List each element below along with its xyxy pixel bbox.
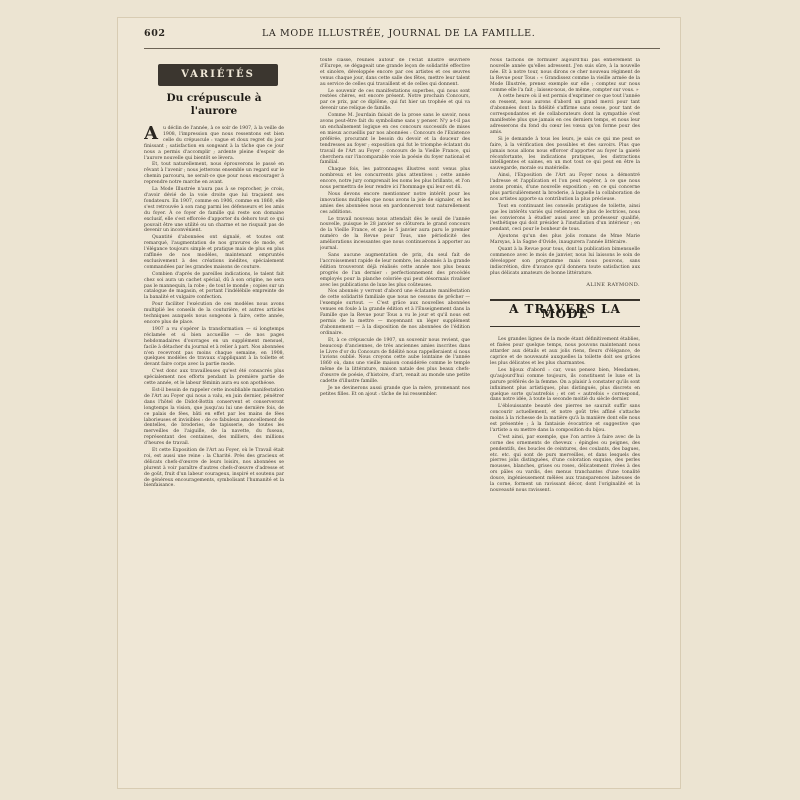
column-1 xyxy=(144,58,284,773)
article-paragraph: Si je demande à tous les leurs, je sais ce qui me peut se faire, à la vérification des possibles et des savoirs. Plus que jamais nous allons nous efforcer d'apporter au foyer la gaieté réconfortante, les indications pratiques, les distractions intelligentes et saines, en un mot tout ce qui peut en être la sauvegarde, morale ou matérielle. xyxy=(490,136,640,172)
article-paragraph: Ainsi, l'Exposition de l'Art au Foyer nous a démontré l'adresse et l'application et l'on peut espérer, à ce que nous avons promis, d'une nouvelle exposition ; en ce qui concerne plus particulièrement la broderie, à laquelle la collaboration de nos artistes apporte sa contribution la plus précieuse. xyxy=(490,173,640,202)
article-paragraph: Et, tout naturellement, nous éprouverons le passé en rêvant à l'avenir ; nous jetterons ensemble un regard sur le chemin parcouru, ne serait-ce que pour nous encourager à reprendre notre marche en avant. xyxy=(144,162,284,186)
column-3 xyxy=(490,58,640,495)
title-underline xyxy=(490,326,640,327)
page-header xyxy=(144,28,660,44)
article-paragraph: Les grandes lignes de la mode étant définitivement établies, et fixées pour quelque temps, nous pouvons maintenant nous attarder aux détails et aux jolis riens, fleurs d'élégance, de caprice et de nouveauté auxquelles la toilette doit ses grâces les plus délicates et les plus charmantes. xyxy=(490,337,640,366)
article-paragraph: Est-il besoin de rappeler cette inoubliable manifestation de l'Art au Foyer qui nous a valu, en juin dernier, pénétrer dans l'hôtel de Didot-Bottin conservent et conserveront longtemps la vision, que jusqu'au lui une dernière fois, de ce palais de fées, bâti en effet par les mains de fées laborieuses et invisibles : de ce fabuleux amoncellement de dentelles, de broderies, de tapisserie, de toutes les merveilles de l'aiguille, de la navette, du fuseau, représentant des centaines, des milliers, des millions d'heures de travail. xyxy=(144,387,284,447)
section-separator xyxy=(490,299,640,301)
article-paragraph: Quant à la Revue pour tous, dont la publication bimensuelle commence avec le mois de janvier, nous lui laissons le soin de développer son programme mais nous pouvons, sans indiscrétion, dire d'avance qu'il donnera toute satisfaction aux plus délicats amateurs de bonne littérature. xyxy=(490,247,640,276)
article-paragraph: Les bijoux d'abord : car, vous pensez bien, Mesdames, qu'aujourd'hui comme toujours, ils constituent le luxe et la parure préférés de la femme. On a plaisir à constater qu'ils sont infiniment plus artistiques, plus distingués, plus discrets en quelque sorte qu'autrefois ; et cet « autrefois » correspond, dans notre idée, à toute la seconde moitié du siècle dernier. xyxy=(490,367,640,403)
article-paragraph: Et, à ce crépuscule de 1907, un souvenir nous revient, que beaucoup d'anciennes, de très anciennes amies inscrites dans le Livre d'or du Concours de fidélité nous rappelleraient si nous l'avions oublié. Nous croyons cette aube lointaine de l'année 1860 où, dans une vieille maison considérée comme le temple même de la littérature, maison natale des plus beaux chefs-d'œuvre de poésie, d'histoire, d'art, venait au monde une petite cadette d'illustre famille. xyxy=(320,337,470,385)
article-paragraph: Et cette Exposition de l'Art au Foyer, où le Travail était roi, est aussi une reine : la Charité. Près des gracieux et délicats chefs-d'œuvre de leurs loisirs, nos abonnées se plurent à voir paraître d'autres chefs-d'œuvre d'adresse et de goût, fruit d'un labeur courageux, inspiré et soutenu par de généreux encouragements, symbolisant l'humanité et la bienfaisance. xyxy=(144,448,284,489)
article-paragraph: La Mode Illustrée n'aura pas à se reprocher, je crois, d'avoir dévié de la voie droite que lui traçaient ses fondateurs. En 1907, comme en 1906, comme en 1860, elle s'est retrouvée à son rang parmi les défenseurs et les amis du foyer. À ce foyer de famille qui reste son domaine exclusif, elle s'est efforcée d'apporter du dehors tout ce qui pouvait être une utilité ou un charme et ne risquait pas de devenir un inconvénient. xyxy=(144,187,284,234)
section-banner: VARIÉTÉS xyxy=(158,64,278,86)
article2-title: A TRAVERS LA MODE xyxy=(509,301,621,322)
article-paragraph: Le travail nouveau nous attendait dès le seuil de l'année nouvelle, puisque le 28 janvier se clôturera le grand concours de la Vieille France, et que le 5 janvier aura paru le premier numéro de la Revue pour Tous, une périodicité des améliorations incessantes que nous continuerons à apporter au journal. xyxy=(320,216,470,252)
page-number: 602 xyxy=(144,28,166,39)
author-signature: ALINE RAYMOND. xyxy=(586,281,640,288)
article-paragraph: Quantité d'abonnées ont signalé, et toutes ont remarqué, l'augmentation de nos gravures de mode, et l'élégance toujours simple et pratique mais de plus en plus raffinée de nos modèles, maintenant empruntés exclusivement à des créations inédites, spécialement commandées par les grandes maisons de couture. xyxy=(144,235,284,270)
article-paragraph: Combien d'après de pareilles indications, le talent fait chez soi aura un cachet spécial, dû à son origine, ne sera pas le mannequin, la robe ; de tout le monde ; copies sur un catalogue de magasin, et portant l'indélébile empreinte de la banalité et vulgaire confection. xyxy=(144,271,284,301)
article-paragraph: Pour faciliter l'exécution de ces modèles nous avons multiplié les conseils de la couturière, et autres articles techniques auxquels nous songeons à faire, cette année, encore plus de place. xyxy=(144,302,284,325)
article-paragraph: Sans aucune augmentation de prix, du seul fait de l'accroissement rapide de leur nombre, les abonnés à la grande édition trouveront déjà réalisés cette année nos plus beaux progrès de l'an dernier : perfectionnement des procédés employés pour la planche coloriée qui peut désormais rivaliser avec les publications de luxe les plus coûteuses. xyxy=(320,253,470,288)
header-rule xyxy=(144,48,660,49)
drop-cap: A xyxy=(144,123,158,144)
article-paragraph: C'est ainsi, par exemple, que l'on arrive à faire avec de la corne des ornements de cheveux : épingles ou peignes, des pendentifs, des boucles de ceintures, des coulants, des bagues, etc. etc. qui sont de purs merveilles, et dans lesquels des pierres jolis distinguées, d'une coloration exquise, des perles mousses, blanches, grises ou roses, délicatement rivées à des ors pâles ou vardis, des menus tranchantes d'une tonalité douce, ingénieusement mêlées aux transparences laiteuses de la corne, forment un ravissant décor, dont l'originalité et la nouveauté nous ravissent. xyxy=(490,434,640,493)
article-paragraph: 1907 a vu s'opérer la transformation — si longtemps réclamée et si bien accueillie — de nos pages hebdomadaires d'ouvrages en un supplément mensuel, facile à détacher du journal et à relier à part. Nos abonnées n'en recevront pas moins chaque semaine, en 1908, quelques modèles de travaux s'appliquant à la toilette et devant faire corps avec la partie mode. xyxy=(144,326,284,368)
article-paragraph: toute classe, réunies autour de l'éclat illustre œuvrière d'Europe, se dégageait une grande leçon de solidarité effective et sincère, développée encore par ces artistes et ces œuvres venus chaque jour, dans cette salle des fêtes, mettre leur talent au service de celles qui travaillent et de celles qui donnent. xyxy=(320,58,470,87)
article-paragraph: Ajoutons qu'un des plus jolis romans de Mme Marie Marsyas, à la Sagne d'Ovide, inaugurera l'année littéraire. xyxy=(490,234,640,246)
article-paragraph: Nos abonnés y verront d'abord une éclatante manifestation de cette solidarité familiale que nous ne cessons de prêcher — l'exemple surtout. — C'est grâce aux nouvelles abonnées venues en foule à la grande édition et à l'Enseignement dans la Famille que la Revue pour Tous a vu le jour et qu'il nous est permis de la mettre — moyennant un léger supplément d'abonnement — à la disposition de nos abonnées de l'édition ordinaire. xyxy=(320,289,470,336)
article-paragraph: Le souvenir de ces manifestations superbes, qui nous sont restées chères, est encore présent. Notre prochain Concours, par ce prix, par ce diplôme, qui fut hier un trophée et qui va devenir une relique de famille. xyxy=(320,88,470,112)
article-paragraph: Nous tâchons de formuler aujourd'hui pas entièrement la nouvelle année qu'elles adressent. J'en suis sûre, à la nouvelle née. Et à notre tour, nous dirons ce cher nouveau régiment de la Revue pour Tous : « Grandissez comme la vieille armée de la Mode Illustrée, prenez exemple sur elle ; comptez sur nous comme elle l'a fait ; laissez-nous, de même, compter sur vous. » xyxy=(490,58,640,93)
article-lead xyxy=(144,123,284,161)
journal-title: LA MODE ILLUSTRÉE, JOURNAL DE LA FAMILLE. xyxy=(262,28,536,39)
article-paragraph: Comme M. Jourdain faisait de la prose sans le savoir, nous avons peut-être fait du symbolisme sans y penser. N'y a-t-il pas un enchaînement logique en ces concours successifs de mises en mieux accueillis par nos abonnées : Concours de l'Existence préférée, procurant le besoin du devoir et la douceur des tendresses au foyer ; exposition qui fut le triomphe éclatant du travail de l'Art au Foyer ; concours de la Vieille France, qui cherchera sur l'incomparable voie la poésie du foyer national et familial. xyxy=(320,113,470,166)
column-2 xyxy=(320,58,470,773)
article-paragraph: Je ne devinerons aussi grande que la mère, promenant nos petites filles. Et on ajout : tâche de lui ressembler. xyxy=(320,385,470,397)
article-paragraph: u déclin de l'année, à ce soir de 1907, à la veille de 1908, l'impression que nous ressentons est bien celle du crépuscule : vague et doux regret du jour finissant ; satisfaction en songeant à la tâche que ce jour nous a permis d'accomplir ; ardente pleine d'espoir de l'aurore nouvelle qui bientôt se lèvera. xyxy=(144,126,284,161)
article-paragraph: Chaque fois, les patronnages illustres sont venus plus nombreux et les concurrents plus attentives ; cette année encore, notre jury comprenait les noms les plus brillants, et l'on nous permettra de leur rendre ici l'hommage qui leur est dû. xyxy=(320,167,470,191)
article-paragraph: Nous devons encore mentionner notre intérêt pour les innovations multiples que nous avons la joie de signaler, et les amies des abonnées nous en pardonneront tout naturellement ces additions. xyxy=(320,191,470,215)
article-title: Du crépuscule à l'aurore xyxy=(166,92,262,117)
article-paragraph: Tout en continuant les conseils pratiques de toilette, ainsi que les intérêts variés qui retiennent le plus de lectrices, nous les convierons à étudier aussi avec un professeur qualifié, l'esthétique qui doit présider à l'installation d'un intérieur ; en pendant, ceci pour le bonheur de tous. xyxy=(490,203,640,233)
newspaper-page xyxy=(118,18,680,788)
article-paragraph: C'est donc aux travailleuses qu'est été consacrés plus spécialement nos efforts pendant la première partie de cette année, et le labeur féminin aura eu son apothéose. xyxy=(144,369,284,387)
article-paragraph: À cette heure où il est permis d'exprimer ce que tout l'année on ressent, nous aurons d'abord un grand merci pour tant d'abonnées dont la fidélité s'affirme sans cesse, pour tant de correspondantes et de collaborateurs dont la sympathie s'est manifestée plus que jamais en ces derniers temps, et nous leur adresserons du fond du cœur les vœux qu'on forme pour des amis. xyxy=(490,94,640,135)
article-paragraph: L'éblouissante beauté des pierres ne saurait suffir sans concourir actuellement, et notre goût très affiné s'attache moins à la richesse de la matière qu'à la manière dont elle nous est présentée ; à la fantaisie évocatrice et suggestive que l'artiste a su mettre dans la composition du bijou. xyxy=(490,404,640,433)
